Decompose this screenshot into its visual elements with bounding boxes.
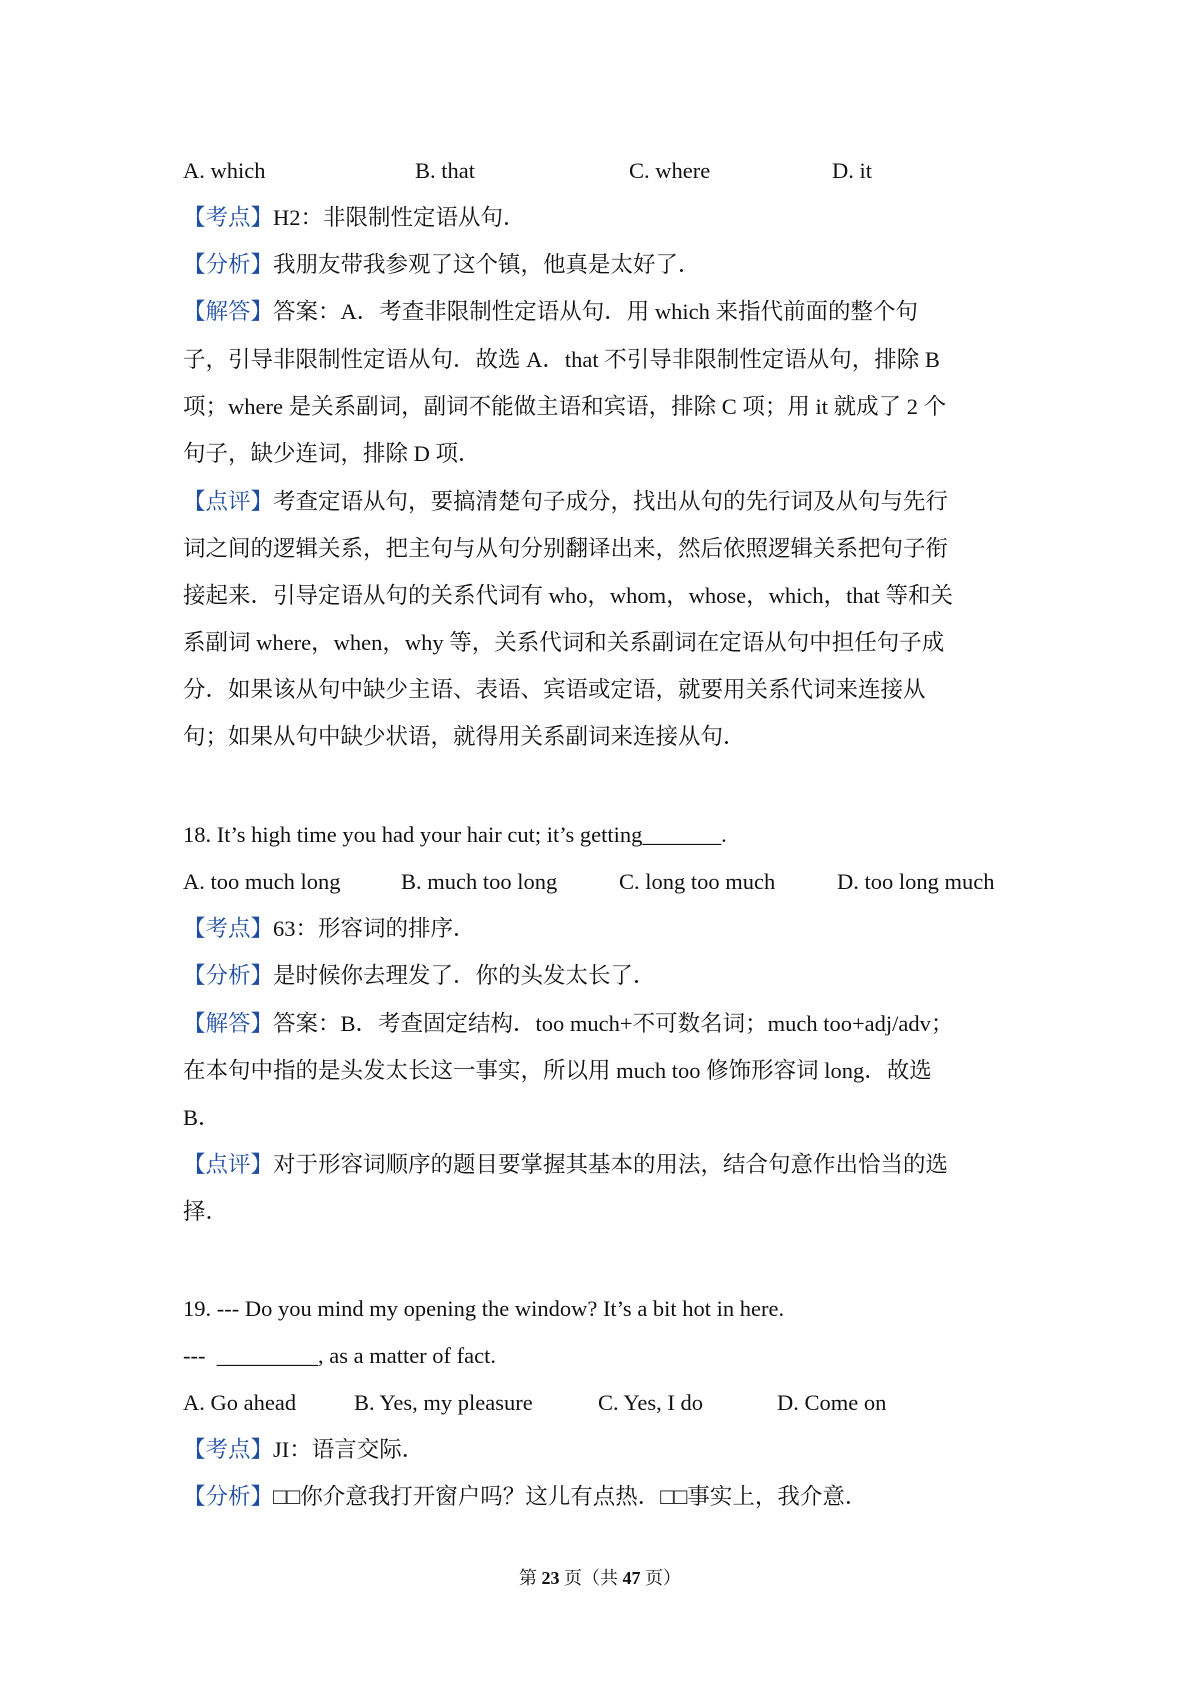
q18-jieda-line-1 bbox=[183, 1009, 953, 1039]
dianping-tag: 【点评】 bbox=[183, 489, 274, 514]
q17-dianping-line-6: 句；如果从句中缺少状语，就得用关系副词来连接从句． bbox=[183, 724, 746, 749]
jieda-tag: 【解答】 bbox=[183, 1011, 274, 1036]
q17-dianping-line-3: 接起来．引导定语从句的关系代词有 who，whom，whose，which，that 等和关 bbox=[183, 583, 953, 608]
dianping-text: 考查定语从句，要搞清楚句子成分，找出从句的先行词及从句与先行 bbox=[273, 489, 949, 514]
option-b: B. Yes, my pleasure bbox=[354, 1390, 533, 1415]
option-c: C. where bbox=[629, 158, 711, 183]
option-b: B. that bbox=[415, 158, 475, 183]
jieda-text: 答案：B．考查固定结构．too much+不可数名词；much too+adj/adv； bbox=[273, 1011, 954, 1036]
option-d: D. Come on bbox=[777, 1390, 887, 1415]
q17-dianping-line-2: 词之间的逻辑关系，把主句与从句分别翻译出来，然后依照逻辑关系把句子衔 bbox=[183, 536, 949, 561]
page-footer bbox=[0, 1566, 1200, 1590]
q19-fenxi bbox=[183, 1482, 867, 1512]
q18-jieda-line-3: B． bbox=[183, 1105, 221, 1130]
footer-page-number: 23 bbox=[541, 1568, 560, 1588]
dianping-tag: 【点评】 bbox=[183, 1152, 274, 1177]
option-d: D. too long much bbox=[837, 869, 995, 894]
fenxi-text: 是时候你去理发了．你的头发太长了． bbox=[273, 963, 656, 988]
q17-jieda-line-2: 子，引导非限制性定语从句．故选 A．that 不引导非限制性定语从句，排除 B bbox=[183, 347, 940, 372]
kaodian-tag: 【考点】 bbox=[183, 205, 274, 230]
footer-suffix: 页） bbox=[640, 1568, 681, 1588]
q18-dianping-line-2: 择． bbox=[183, 1199, 229, 1224]
option-d: D. it bbox=[832, 158, 873, 183]
q17-options-row bbox=[183, 156, 1083, 186]
footer-prefix: 第 bbox=[519, 1568, 542, 1588]
q17-jieda-line-1 bbox=[183, 297, 918, 327]
q19-options-row bbox=[183, 1388, 1083, 1418]
fenxi-text: 我朋友带我参观了这个镇，他真是太好了． bbox=[273, 252, 701, 277]
q17-kaodian bbox=[183, 203, 526, 233]
q18-question: 18. It’s high time you had your hair cut; it’s getting_______. bbox=[183, 822, 727, 847]
q18-fenxi bbox=[183, 961, 656, 991]
fenxi-tag: 【分析】 bbox=[183, 963, 274, 988]
kaodian-tag: 【考点】 bbox=[183, 916, 274, 941]
q17-dianping-line-5: 分．如果该从句中缺少主语、表语、宾语或定语，就要用关系代词来连接从 bbox=[183, 677, 926, 702]
option-a: A. which bbox=[183, 158, 266, 183]
fenxi-tag: 【分析】 bbox=[183, 1484, 274, 1509]
fenxi-tag: 【分析】 bbox=[183, 252, 274, 277]
kaodian-text: 63：形容词的排序． bbox=[273, 916, 476, 941]
option-c: C. Yes, I do bbox=[598, 1390, 704, 1415]
jieda-text: 答案：A．考查非限制性定语从句．用 which 来指代前面的整个句 bbox=[273, 299, 919, 324]
footer-middle: 页（共 bbox=[559, 1568, 623, 1588]
q19-question: 19. --- Do you mind my opening the window? It’s a bit hot in here. bbox=[183, 1296, 785, 1321]
option-a: A. Go ahead bbox=[183, 1390, 297, 1415]
q18-kaodian bbox=[183, 914, 476, 944]
option-a: A. too much long bbox=[183, 869, 341, 894]
dianping-text: 对于形容词顺序的题目要掌握其基本的用法，结合句意作出恰当的选 bbox=[273, 1152, 949, 1177]
q19-kaodian bbox=[183, 1435, 424, 1465]
jieda-tag: 【解答】 bbox=[183, 299, 274, 324]
fenxi-text: □□你介意我打开窗户吗？这儿有点热．□□事实上，我介意． bbox=[273, 1484, 868, 1509]
kaodian-text: H2：非限制性定语从句． bbox=[273, 205, 526, 230]
kaodian-tag: 【考点】 bbox=[183, 1437, 274, 1462]
q17-fenxi bbox=[183, 250, 701, 280]
q18-options-row bbox=[183, 867, 1083, 897]
q18-dianping-line-1 bbox=[183, 1150, 948, 1180]
q17-jieda-line-3: 项；where 是关系副词，副词不能做主语和宾语，排除 C 项；用 it 就成了 2 个 bbox=[183, 394, 947, 419]
q18-jieda-line-2: 在本句中指的是头发太长这一事实，所以用 much too 修饰形容词 long．故选 bbox=[183, 1058, 932, 1083]
kaodian-text: JI：语言交际． bbox=[273, 1437, 425, 1462]
q17-dianping-line-4: 系副词 where，when，why 等，关系代词和关系副词在定语从句中担任句子成 bbox=[183, 630, 945, 655]
q19-answer-line: --- _________, as a matter of fact. bbox=[183, 1343, 497, 1368]
footer-total-pages: 47 bbox=[622, 1568, 641, 1588]
q17-dianping-line-1 bbox=[183, 487, 948, 517]
q17-jieda-line-4: 句子，缺少连词，排除 D 项． bbox=[183, 441, 481, 466]
option-b: B. much too long bbox=[401, 869, 558, 894]
option-c: C. long too much bbox=[619, 869, 776, 894]
